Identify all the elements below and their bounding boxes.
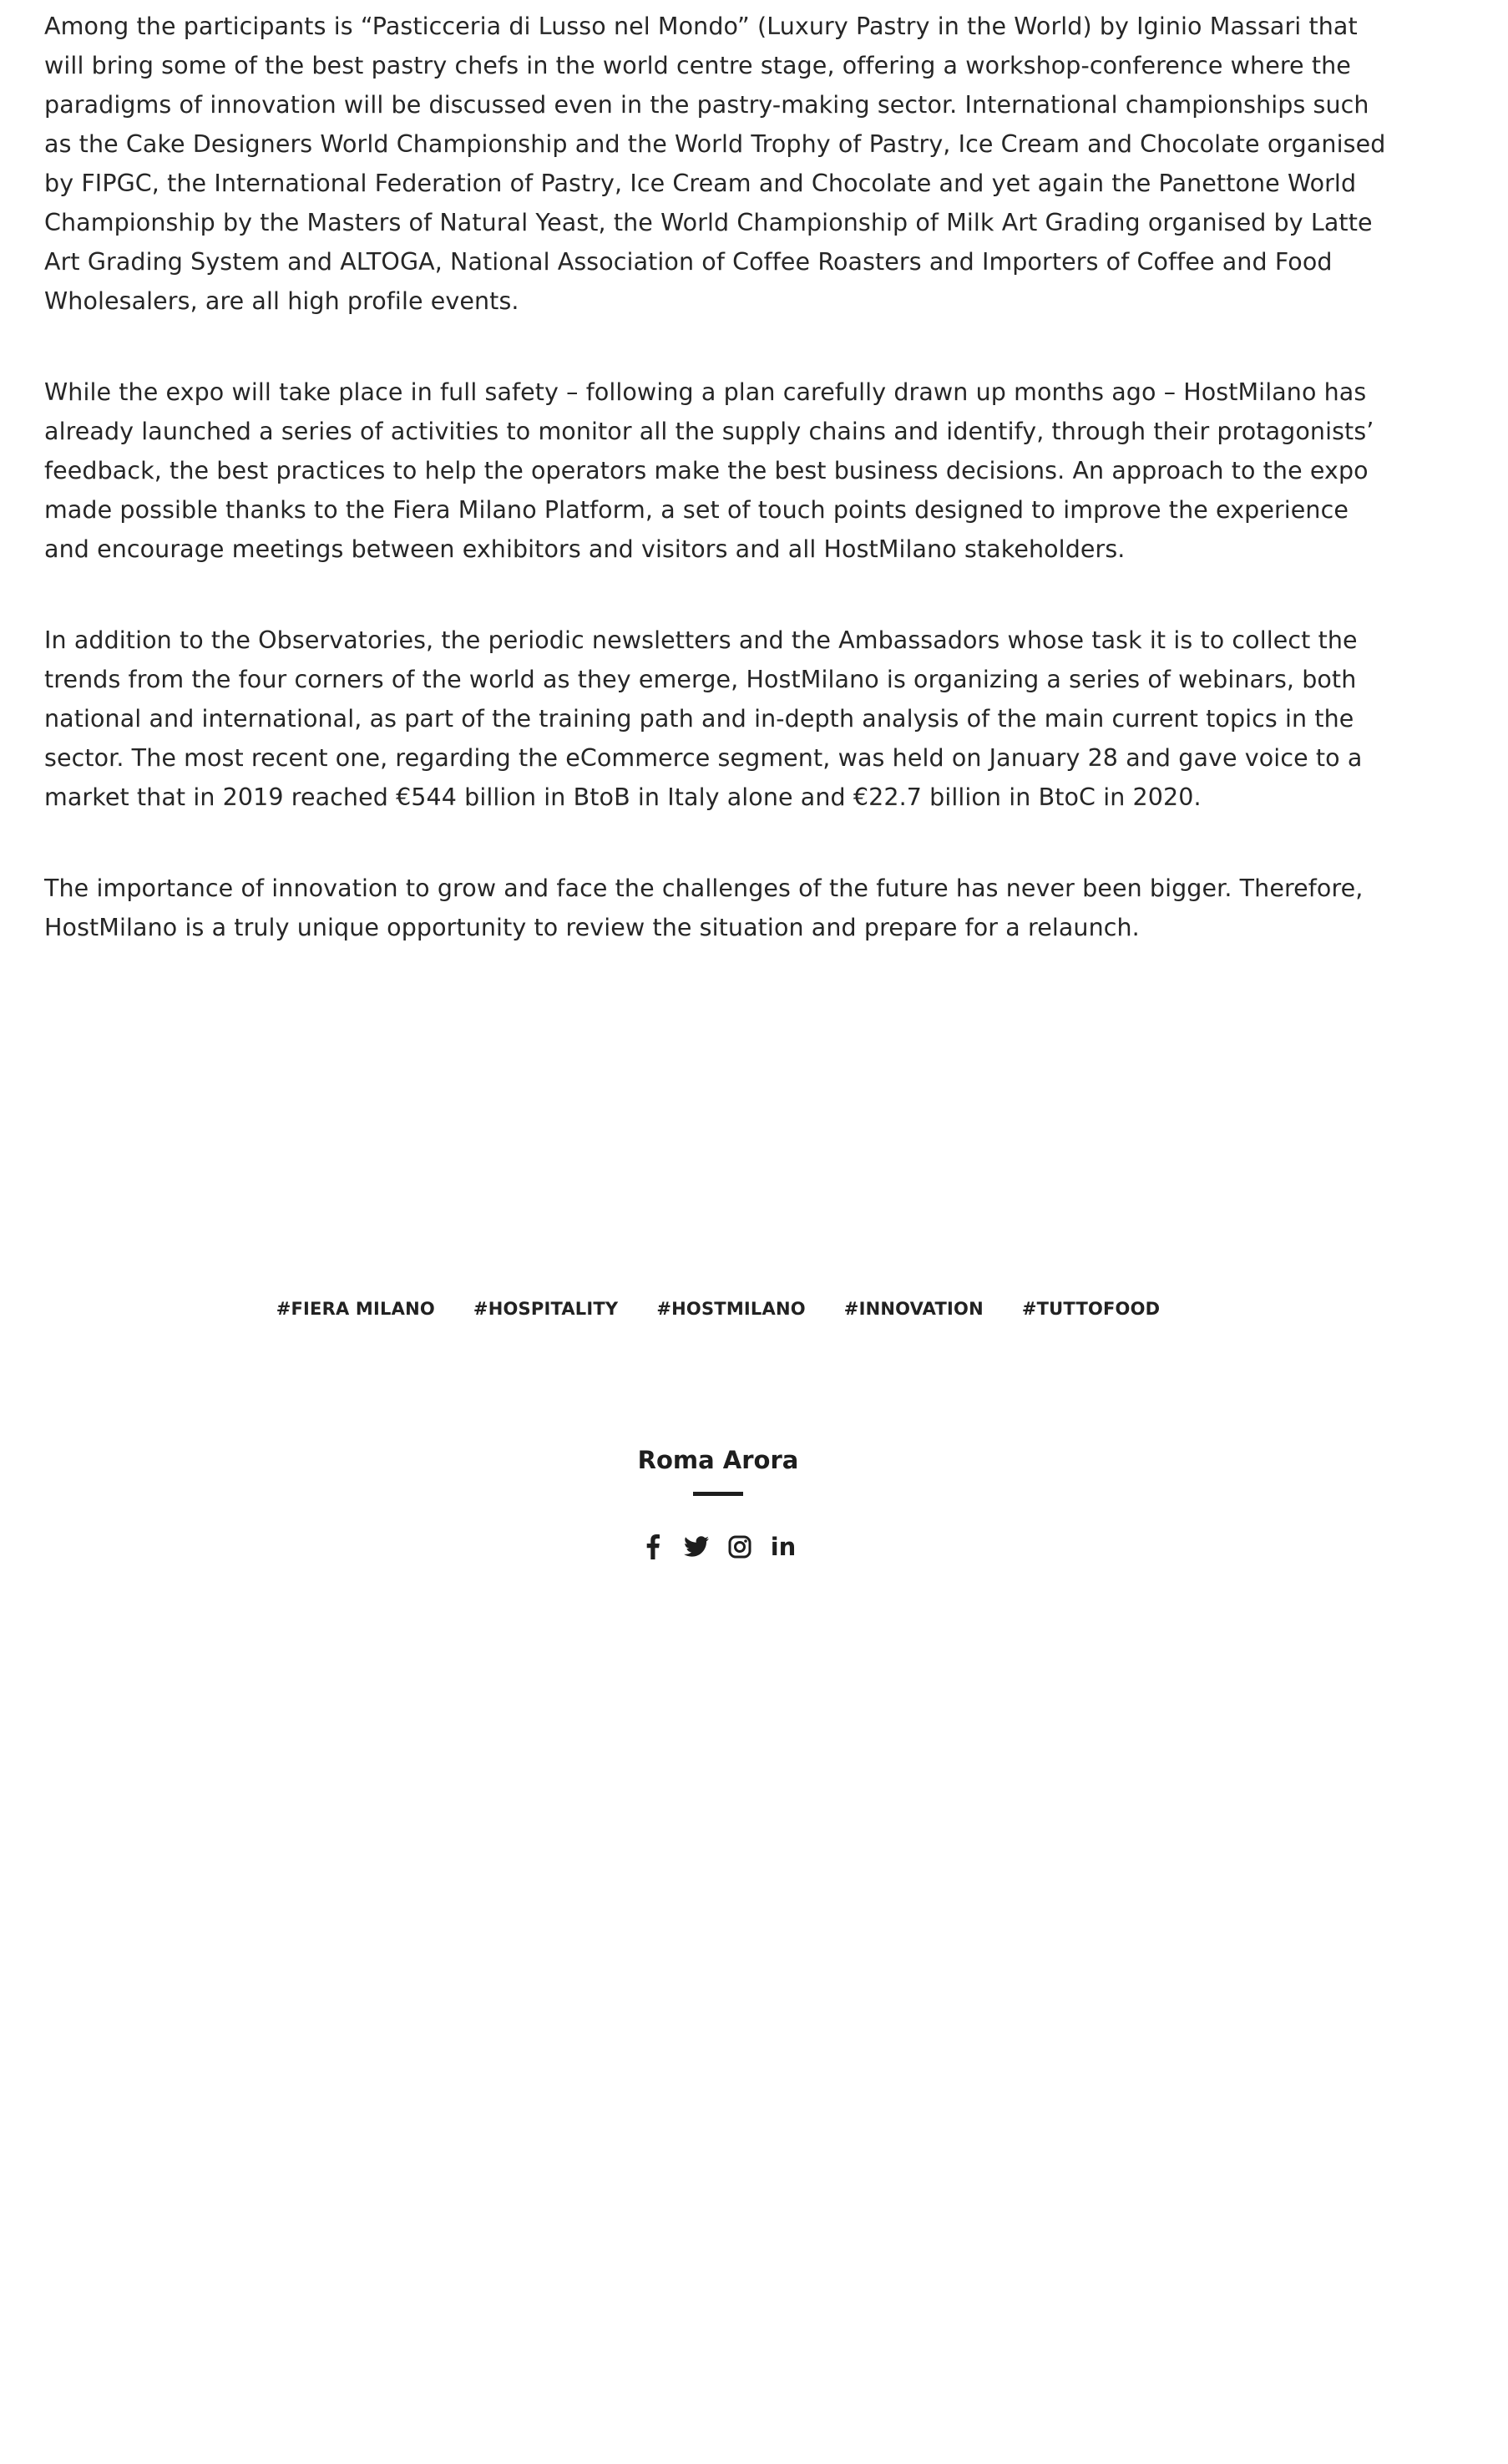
article-body bbox=[44, 7, 1397, 999]
tag-innovation[interactable]: #INNOVATION bbox=[843, 1299, 984, 1319]
article-paragraph: While the expo will take place in full safety – following a plan carefully drawn up months ago – HostMilano has already launched a series of activities to monitor all the supply chains and identify, through their protagonists’ feedback, the best practices to help the operators make the best business decisions. An approach to the expo made possible thanks to the Fiera Milano Platform, a set of touch points designed to improve the experience and encourage meetings between exhibitors and visitors and all HostMilano stakeholders. bbox=[44, 378, 1374, 563]
tag-fiera-milano[interactable]: #FIERA MILANO bbox=[276, 1299, 435, 1319]
tag-tuttofood[interactable]: #TUTTOFOOD bbox=[1021, 1299, 1161, 1319]
article-paragraph: Among the participants is “Pasticceria di Lusso nel Mondo” (Luxury Pastry in the World) by Iginio Massari that will bring some of the best pastry chefs in the world centre stage, offering a workshop-conference where the paradigms of innovation will be discussed even in the pastry-making sector. International championships such as the Cake Designers World Championship and the World Trophy of Pastry, Ice Cream and Chocolate organised by FIPGC, the International Federation of Pastry, Ice Cream and Chocolate and yet again the Panettone World Championship by the Masters of Natural Yeast, the World Championship of Milk Art Grading organised by Latte Art Grading System and ALTOGA, National Association of Coffee Roasters and Importers of Coffee and Food Wholesalers, are all high profile events. bbox=[44, 13, 1386, 315]
article-paragraph: The importance of innovation to grow and face the challenges of the future has never been bigger. Therefore, HostMilano is a truly unique opportunity to review the situation and prepare for a relaunch. bbox=[44, 875, 1364, 941]
author-social-links bbox=[0, 1534, 1436, 1559]
author-box bbox=[0, 1443, 1436, 1559]
twitter-icon[interactable] bbox=[684, 1534, 709, 1559]
tag-hospitality[interactable]: #HOSPITALITY bbox=[473, 1299, 619, 1319]
linkedin-icon[interactable]: in bbox=[770, 1533, 797, 1561]
author-name[interactable]: Roma Arora bbox=[637, 1446, 799, 1474]
instagram-icon[interactable] bbox=[727, 1534, 752, 1559]
tag-hostmilano[interactable]: #HOSTMILANO bbox=[656, 1299, 806, 1319]
article-paragraph: In addition to the Observatories, the periodic newsletters and the Ambassadors whose task it is to collect the trends from the four corners of the world as they emerge, HostMilano is organizing a series of webinars, both national and international, as part of the training path and in-depth analysis of the main current topics in the sector. The most recent one, regarding the eCommerce segment, was held on January 28 and gave voice to a market that in 2019 reached €544 billion in BtoB in Italy alone and €22.7 billion in BtoC in 2020. bbox=[44, 626, 1363, 811]
facebook-icon[interactable] bbox=[640, 1534, 665, 1559]
author-divider bbox=[693, 1492, 743, 1496]
tag-list bbox=[0, 1299, 1436, 1319]
